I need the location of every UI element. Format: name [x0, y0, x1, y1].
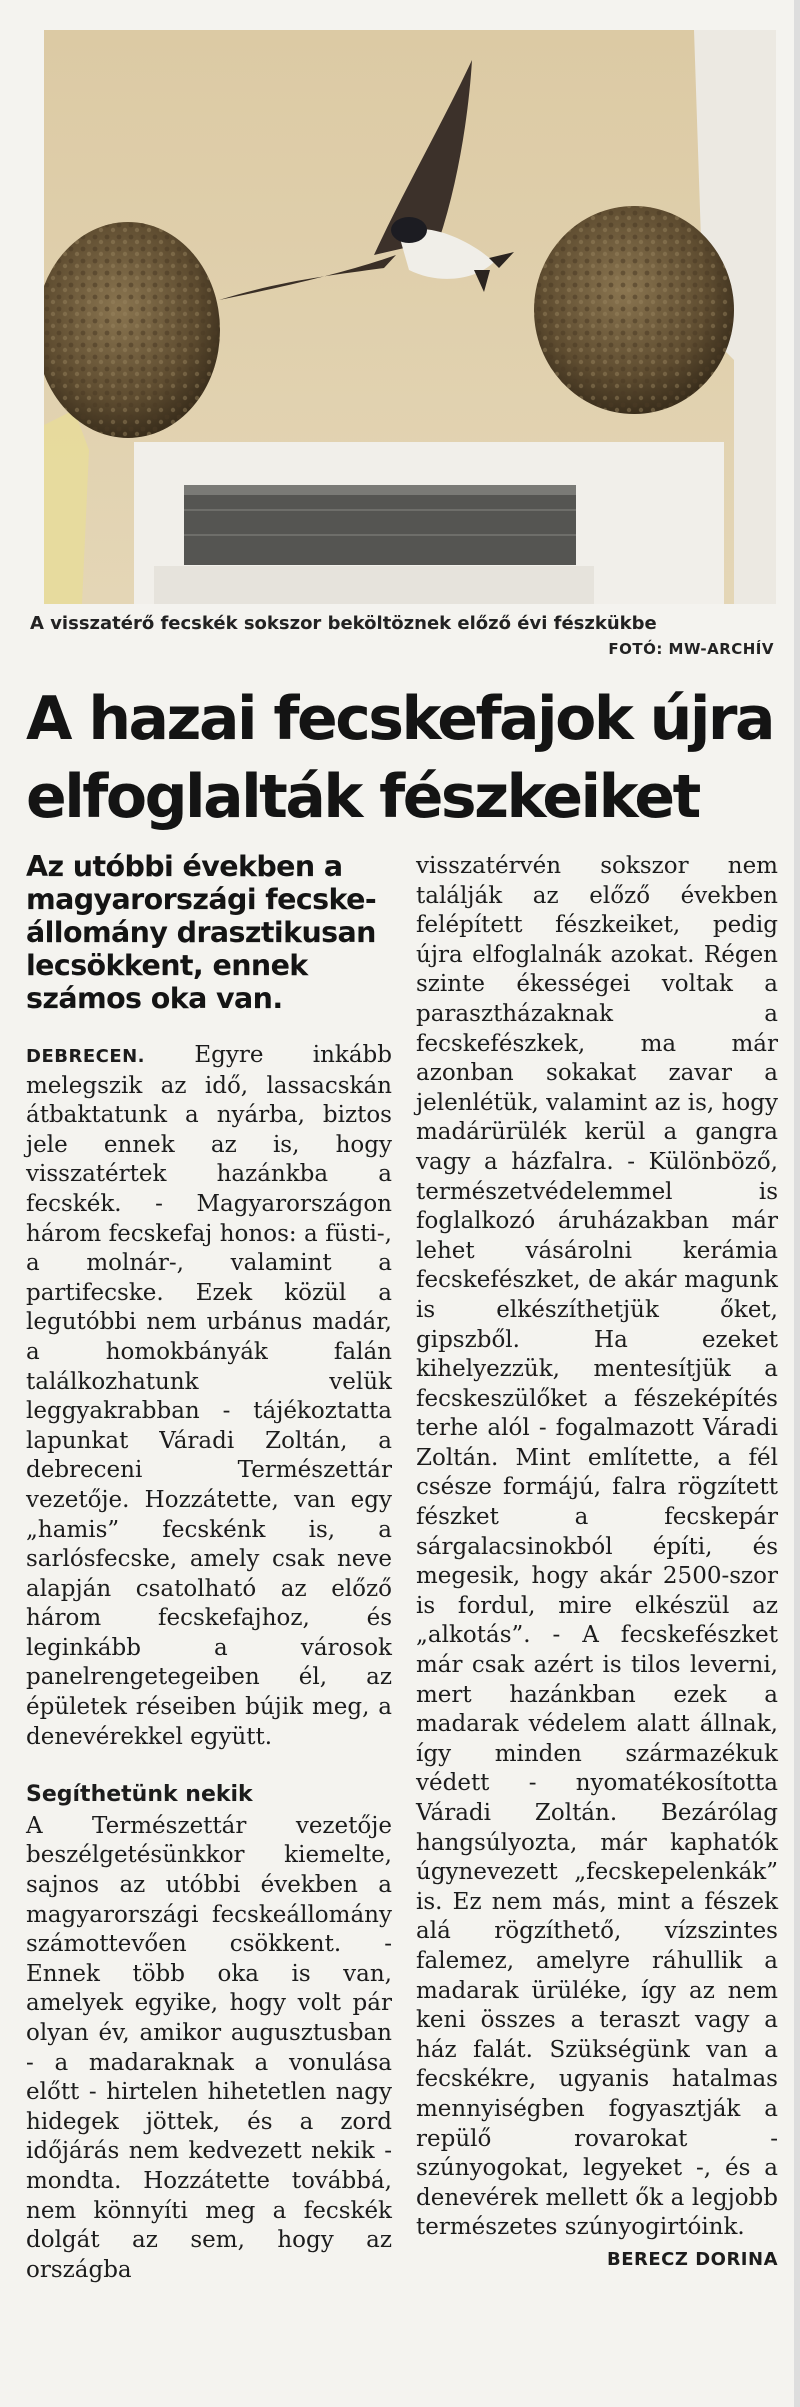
column-right: [416, 852, 778, 2275]
window: [134, 442, 724, 604]
body-paragraph-1-text: Egyre inkább melegszik az idő, lassacskán átbaktatunk a nyárba, biztos jele ennek az is, hogy visszatértek hazánkba a fecskék. - Magyarországon három fecskefaj honos: a füsti-, a molnár-, valamint a partifecske. Ezek közül a legutóbbi nem urbánus madár, a homokbányák falán találkozhatunk velük leggyakrabban - tájékoztatta lapunkat Váradi Zoltán, a debreceni Természettár vezetője. Hozzátette, van egy „hamis” fecskénk is, a sarlósfecske, amely csak neve alapján csatolható az előző három fecskefajhoz, és leginkább a városok panelrengetegeiben él, az épületek réseiben bújik meg, a denevérekkel együtt.: [26, 1042, 392, 1750]
body-paragraph-2: A Természettár vezetője beszélgetésünkkor kiemelte, sajnos az utóbbi években a magyarországi fecskeállomány számottevően csökkent. - Ennek több oka is van, amelyek egyike, hogy volt pár olyan év, amikor augusztusban - a madaraknak a vonulása előtt - hirtelen hihetetlen nagy hidegek jöttek, és a zord időjárás nem kedvezett nekik - mondta. Hozzátette továbbá, nem könnyíti meg a fecskék dolgát az sem, hogy az országba: [26, 1812, 392, 2283]
article-photo: [44, 30, 776, 604]
headline-line-2: elfoglalták fészkeiket: [26, 762, 699, 832]
page-edge: [794, 0, 800, 2407]
byline: BERECZ DORINA: [607, 2248, 778, 2270]
headline-line-1: A hazai fecskefajok újra: [26, 684, 773, 754]
left-post: [44, 410, 89, 604]
lead-paragraph: Az utóbbi években a magyarországi fecskeállomány drasztikusan lecsökkent, ennek számos oka van.: [26, 850, 377, 1015]
subheading: Segíthetünk nekik: [26, 1782, 253, 1808]
left-nest: [44, 222, 220, 438]
photo-credit: FOTÓ: MW-ARCHÍV: [608, 640, 774, 658]
right-nest: [534, 206, 734, 414]
photo-caption: A visszatérő fecskék sokszor beköltöznek előző évi fészkükbe: [30, 613, 657, 634]
swallow-nests-illustration: [44, 30, 776, 604]
dateline: DEBRECEN.: [26, 1046, 146, 1067]
headline: [26, 680, 786, 836]
body-paragraph-3: visszatérvén sokszor nem találják az előző években felépített fészkeiket, pedig újra elfoglalnák azokat. Régen szinte ékességei voltak a parasztházaknak a fecskefészkek, ma már azonban sokakat zavar a jelenlétük, valamint az is, hogy madárürülék kerül a gangra vagy a házfalra. - Különböző, természetvédelemmel is foglalkozó áruházakban már lehet vásárolni kerámia fecskefészket, de akár magunk is elkészíthetjük őket, gipszből. Ha ezeket kihelyezzük, mentesítjük a fecskeszülőket a fészeképítés terhe alól - fogalmazott Váradi Zoltán. Mint említette, a fél csésze formájú, falra rögzített fészket a fecskepár sárgalacsinokból építi, és megesik, hogy akár 2500-szor is fordul, mire elkészül az „alkotás”. - A fecskefészket már csak azért is tilos leverni, mert hazánkban ezek a madarak védelem alatt állnak, így minden származékuk védett - nyomatékosította Váradi Zoltán. Bezárólag hangsúlyozta, már kaphatók úgynevezett „fecskepelenkák” is. Ez nem más, mint a fészek alá rögzíthető, vízszintes falemez, amelyre ráhullik a madarak ürüléke, így az nem keni összes a teraszt vagy a ház falát. Szükségünk van a fecskékre, ugyanis hatalmas mennyiségben fogyasztják a repülő rovarokat - szúnyogokat, legyeket -, és a denevérek mellett ők a legjobb természetes szúnyogirtóink.: [416, 853, 778, 2241]
body-paragraph-1: [26, 1041, 392, 1752]
column-left: [26, 850, 392, 2285]
